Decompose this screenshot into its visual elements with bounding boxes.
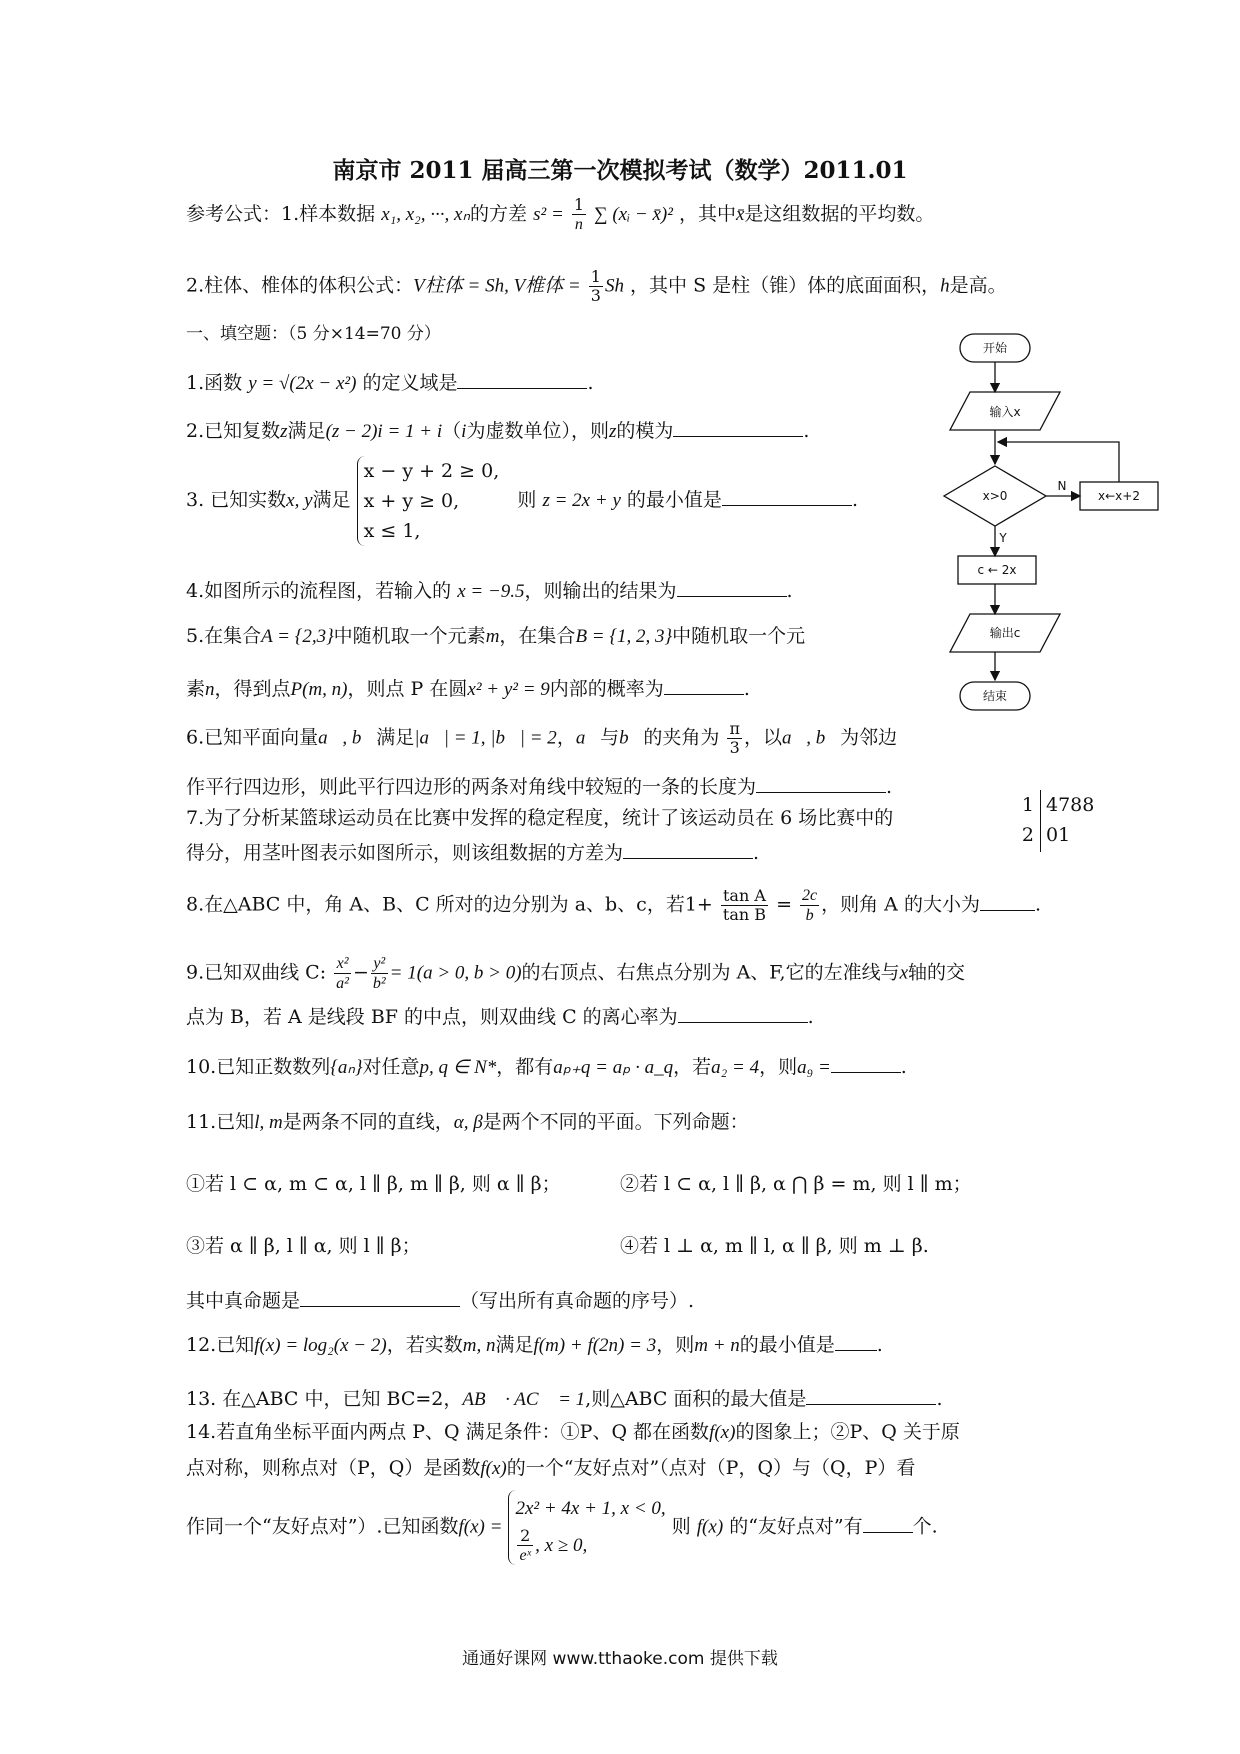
question-1: 1.函数 y = √(2x − x²) 的定义域是 . [186,372,594,394]
question-6-line-1: 6.已知平面向量a⃗, b⃗满足|a⃗| = 1, |b⃗| = 2，a⃗与b⃗的夹角为 $\frac{\pi}{3}$ ，以a⃗, b⃗为邻边 [186,719,898,757]
answer-blank-6[interactable] [756,774,886,793]
answer-blank-4[interactable] [677,578,787,597]
answer-blank-5[interactable] [664,676,744,695]
page-title: 南京市 2011 届高三第一次模拟考试（数学）2011.01 [332,157,908,184]
flowchart-start-label: 开始 [982,341,1008,355]
stem-2: 2 [1021,824,1034,846]
flowchart-output-label: 输出c [989,626,1021,640]
answer-blank-11[interactable] [300,1288,460,1307]
answer-blank-8[interactable] [980,892,1035,911]
answer-blank-13[interactable] [806,1386,936,1405]
footer-credit: 通通好课网 www.tthaoke.com 提供下载 [462,1649,778,1669]
question-8: 8.在△ABC 中，角 A、B、C 所对的边分别为 a、b、c，若1+ $\frac{\text{tan A}}{\text{tan B}}$ = $\frac{2c}{b}$ ，则角 A 的大小为 . [186,886,1041,924]
question-3: 3. 已知实数x, y满足 x − y + 2 ≥ 0, x + y ≥ 0, x ≤ 1, 则 z = 2x + y 的最小值是 . [186,456,858,546]
flowchart [920,330,1160,720]
section-heading: 一、填空题：（5 分×14=70 分） [186,324,441,344]
formula-line-2: 2.柱体、椎体的体积公式：V柱体 = Sh, V椎体 = $\frac{1}{3}$ Sh ，其中 S 是柱（锥）体的底面面积，h是高。 [186,267,1007,305]
flowchart-assign-label: c ← 2x [977,563,1017,577]
question-11: 11.已知l, m是两条不同的直线，α, β是两个不同的平面。下列命题： [186,1111,749,1133]
answer-blank-1[interactable] [457,370,587,389]
question-12: 12.已知f(x) = log₂(x − 2)，若实数m, n满足f(m) + f(2n) = 3，则m + n的最小值是 . [186,1334,883,1356]
question-10: 10.已知正数数列{aₙ}对任意p, q ∈ N*，都有aₚ₊q = aₚ · a_q，若a₂ = 4，则a₉ = . [186,1056,907,1078]
flowchart-update-label: x←x+2 [1098,489,1140,503]
flowchart-yes-label: Y [999,531,1007,545]
piecewise-function: 2x² + 4x + 1, x < 0, $\frac{2}{\text{eˣ}}$ , x ≥ 0, [508,1490,665,1565]
flowchart-decision-label: x>0 [982,489,1008,503]
question-7-line-2: 得分，用茎叶图表示如图所示，则该组数据的方差为 . [186,842,760,864]
question-14-line-1: 14.若直角坐标平面内两点 P、Q 满足条件：①P、Q 都在函数f(x)的图象上；②P、Q 关于原 [186,1421,960,1443]
answer-blank-14[interactable] [863,1514,913,1533]
formula-line-1: 参考公式：1.样本数据 x₁, x₂, ···, xₙ的方差 s² = $\frac{1}{n}$ ∑ (xᵢ − x̄)² ，其中x̄是这组数据的平均数。 [186,195,935,233]
proposition-3: ③若 α ∥ β, l ∥ α, 则 l ∥ β； [186,1235,421,1257]
answer-blank-12[interactable] [835,1332,877,1351]
answer-blank-3[interactable] [722,487,852,506]
question-5-line-2: 素n，得到点P(m, n)，则点 P 在圆x² + y² = 9内部的概率为 . [186,678,750,700]
proposition-4: ④若 l ⊥ α, m ∥ l, α ∥ β, 则 m ⊥ β. [620,1235,929,1257]
question-13: 13. 在△ABC 中，已知 BC=2，AB⃗ · AC⃗ = 1,则△ABC 面积的最大值是 . [186,1388,943,1410]
answer-blank-2[interactable] [673,418,803,437]
question-5-line-1: 5.在集合A = {2,3}中随机取一个元素m，在集合B = {1, 2, 3}中随机取一个元 [186,625,806,647]
question-4: 4.如图所示的流程图，若输入的 x = −9.5，则输出的结果为 . [186,580,793,602]
proposition-2: ②若 l ⊂ α, l ∥ β, α ⋂ β = m, 则 l ∥ m； [620,1173,972,1195]
question-9-line-2: 点为 B，若 A 是线段 BF 的中点，则双曲线 C 的离心率为 . [186,1006,814,1028]
leaf-1: 4788 [1046,794,1095,816]
stem-divider [1040,790,1041,852]
flowchart-no-label: N [1057,479,1067,493]
constraint-system: x − y + 2 ≥ 0, x + y ≥ 0, x ≤ 1, [357,456,500,546]
stem-leaf-plot [1010,790,1094,850]
question-2: 2.已知复数z满足(z − 2)i = 1 + i（i为虚数单位），则z的模为 . [186,420,810,442]
question-14-line-3: 作同一个“友好点对”）.已知函数f(x) = 2x² + 4x + 1, x < 0, $\frac{2}{\text{eˣ}}$ , x ≥ 0, 则 f(x) 的“友好点对”有 个. [186,1490,938,1565]
question-6-line-2: 作平行四边形，则此平行四边形的两条对角线中较短的一条的长度为 . [186,776,893,798]
proposition-1: ①若 l ⊂ α, m ⊂ α, l ∥ β, m ∥ β, 则 α ∥ β； [186,1173,561,1195]
answer-blank-10[interactable] [831,1054,901,1073]
leaf-2: 01 [1046,824,1071,846]
stem-1: 1 [1021,794,1034,816]
question-9-line-1: 9.已知双曲线 C: $\frac{\text{x²}}{\text{a²}}$ − $\frac{\text{y²}}{\text{b²}}$ = 1(a > 0, b > 0)的右顶点、右焦点分别为 A、F,它的左准线与x轴的交 [186,955,966,992]
question-11-answer: 其中真命题是 （写出所有真命题的序号）. [186,1290,695,1312]
flowchart-end-label: 结束 [982,689,1008,703]
answer-blank-9[interactable] [678,1004,808,1023]
question-14-line-2: 点对称，则称点对（P，Q）是函数f(x)的一个“友好点对”（点对（P，Q）与（Q，P）看 [186,1457,916,1479]
question-7-line-1: 7.为了分析某篮球运动员在比赛中发挥的稳定程度，统计了该运动员在 6 场比赛中的 [186,807,894,829]
answer-blank-7[interactable] [623,840,753,859]
flowchart-input-label: 输入x [989,405,1021,419]
